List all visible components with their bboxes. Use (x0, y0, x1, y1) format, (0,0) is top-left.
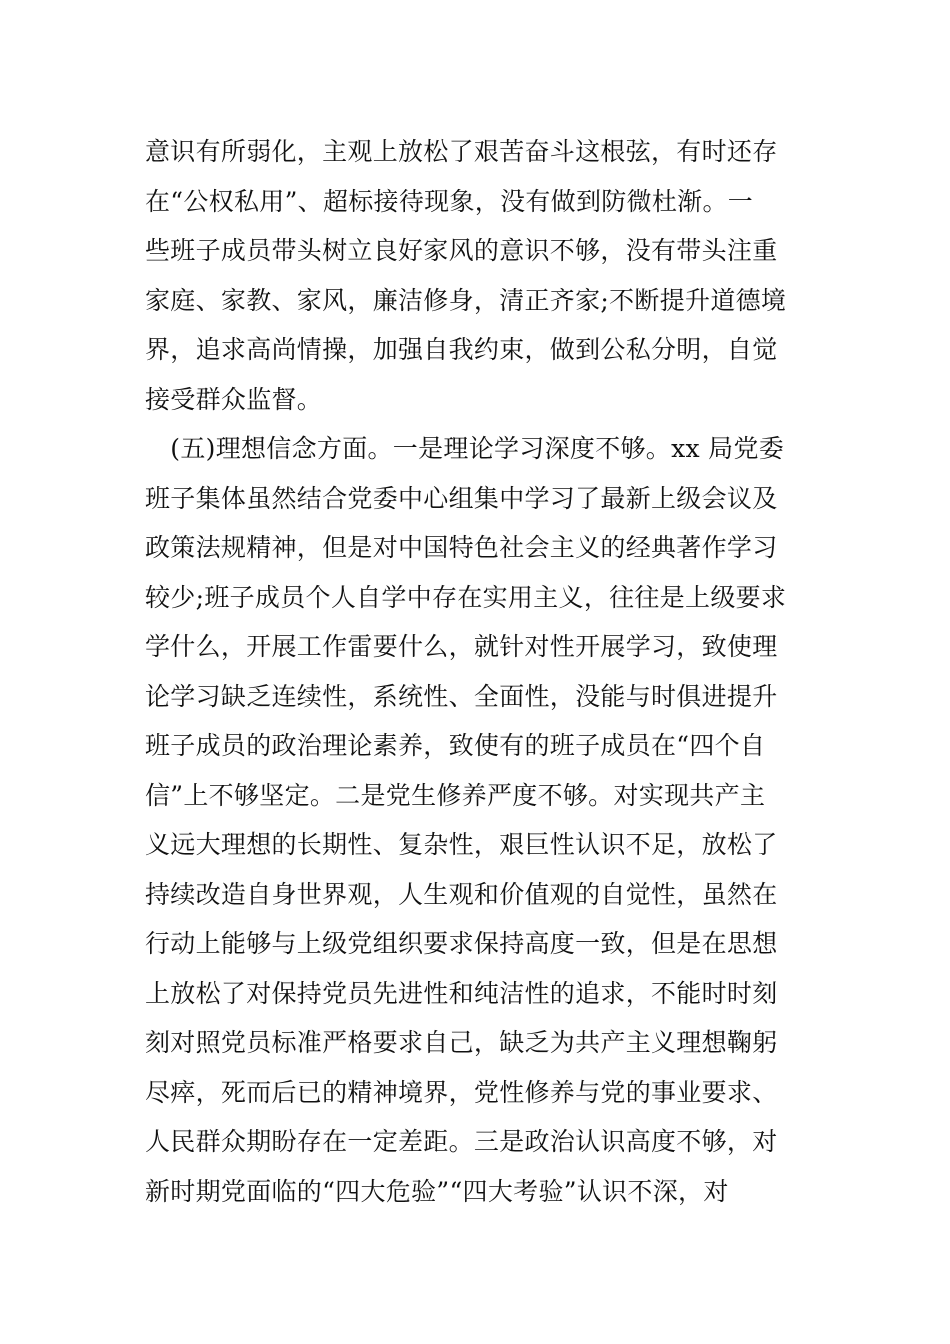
text-line: 义远大理想的长期性、复杂性，艰巨性认识不足，放松了 (145, 830, 778, 859)
document-body (145, 127, 815, 1216)
text-line: 家庭、家教、家风，廉洁修身，清正齐家;不断提升道德境 (145, 285, 787, 315)
text-line: 上放松了对保持党员先进性和纯洁性的追求，不能时时刻 (145, 978, 778, 1008)
text-line: 信”上不够坚定。二是党生修养严度不够。对实现共产主 (145, 780, 766, 810)
text-line: 人民群众期盼存在一定差距。三是政治认识高度不够，对 (145, 1127, 778, 1156)
text-line: 意识有所弱化，主观上放松了艰苦奋斗这根弦，有时还存 (145, 137, 778, 166)
text-line: 在“公权私用”、超标接待现象，没有做到防微杜渐。一 (145, 186, 754, 216)
text-line: 学什么，开展工作雷要什么，就针对性开展学习，致使理 (145, 632, 778, 661)
text-line: 些班子成员带头树立良好家风的意识不够，没有带头注重 (145, 236, 778, 265)
text-line: 新时期党面临的“四大危验”“四大考验”认识不深，对 (145, 1176, 729, 1206)
text-line: 论学习缺乏连续性，系统性、全面性，没能与时俱进提升 (145, 681, 778, 711)
text-line: 尽瘁，死而后已的精神境界，党性修养与党的事业要求、 (145, 1077, 778, 1107)
section-heading-line: (五)理想信念方面。一是理论学习深度不够。xx 局党委 (145, 434, 785, 463)
text-line: 行动上能够与上级党组织要求保持高度一致，但是在思想 (145, 929, 778, 958)
text-line: 刻对照党员标准严格要求自己，缺乏为共产主义理想鞠躬 (145, 1028, 778, 1057)
text-line: 持续改造自身世界观，人生观和价值观的自觉性，虽然在 (145, 879, 778, 909)
text-line: 较少;班子成员个人自学中存在实用主义，往往是上级要求 (145, 582, 787, 612)
text-line: 界，追求高尚情操，加强自我约束，做到公私分明，自觉 (145, 335, 778, 364)
text-line: 班子成员的政治理论素养，致使有的班子成员在“四个自 (145, 731, 766, 760)
text-line: 接受群众监督。 (145, 384, 323, 414)
text-line: 政策法规精神，但是对中国特色社会主义的经典著作学习 (145, 533, 778, 562)
text-line: 班子集体虽然结合党委中心组集中学习了最新上级会议及 (145, 483, 778, 513)
